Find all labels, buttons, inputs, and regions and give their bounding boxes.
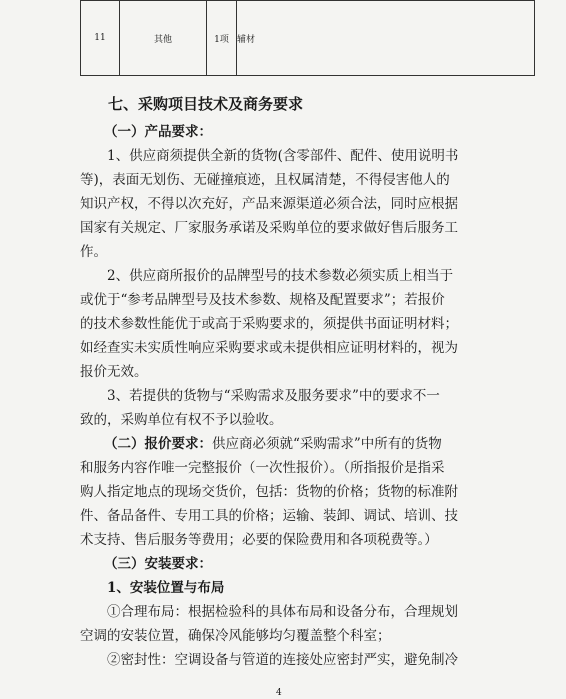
paragraph-line: ②密封性：空调设备与管道的连接处应密封严实，避免制冷	[107, 652, 458, 668]
table-row	[81, 1, 535, 76]
paragraph-line: 术支持、售后服务等费用；必要的保险费用和各项税费等。）	[80, 532, 438, 548]
paragraph-line: 的技术参数性能优于或高于采购要求的，须提供书面证明材料；	[80, 316, 458, 332]
paragraph-line: 件、备品备件、专用工具的价格；运输、装卸、调试、培训、技	[80, 508, 458, 524]
paragraph-line: 2、供应商所报价的品牌型号的技术参数必须实质上相当于	[107, 268, 454, 284]
paragraph-line: 作。	[80, 244, 107, 260]
paragraph-line: 3、若提供的货物与“采购需求及服务要求”中的要求不一	[107, 388, 440, 404]
paragraph-line: 等)，表面无划伤、无碰撞痕迹，且权属清楚，不得侵害他人的	[80, 172, 450, 188]
paragraph-line: 报价无效。	[80, 364, 148, 380]
subsection-pricing-title: （二）报价要求：	[104, 436, 212, 452]
item-number: 11	[81, 1, 120, 76]
page-number: 4	[276, 688, 282, 698]
paragraph-line: ①合理布局：根据检验科的具体布局和设备分布，合理规划	[107, 604, 458, 620]
item-quantity: 1项	[207, 1, 237, 76]
paragraph-line: 国家有关规定、厂家服务承诺及采购单位的要求做好售后服务工	[80, 220, 458, 236]
paragraph-line: 如经查实未实质性响应采购要求或未提供相应证明材料的，视为	[80, 340, 458, 356]
paragraph-text: 供应商必须就“采购需求”中所有的货物	[212, 436, 442, 452]
paragraph-line: 1、供应商须提供全新的货物(含零部件、配件、使用说明书	[107, 148, 459, 164]
paragraph-line: 空调的安装位置，确保冷风能够均匀覆盖整个科室；	[80, 628, 391, 644]
paragraph-line: 知识产权，不得以次充好，产品来源渠道必须合法，同时应根据	[80, 196, 458, 212]
item-installation-layout: 1、安装位置与布局	[107, 580, 225, 596]
subsection-pricing-line	[104, 436, 442, 452]
item-name: 其他	[120, 1, 207, 76]
section-title: 七、采购项目技术及商务要求	[108, 95, 304, 113]
paragraph-line: 致的，采购单位有权不予以验收。	[80, 412, 283, 428]
paragraph-line: 购人指定地点的现场交货价，包括：货物的价格；货物的标准附	[80, 484, 458, 500]
subsection-product-requirements: （一）产品要求：	[104, 124, 212, 140]
subsection-installation-requirements: （三）安装要求：	[104, 556, 212, 572]
paragraph-line: 和服务内容作唯一完整报价（一次性报价）。（所指报价是指采	[80, 460, 445, 476]
item-description: 辅材	[237, 1, 535, 76]
procurement-table	[80, 0, 535, 76]
paragraph-line: 或优于“参考品牌型号及技术参数、规格及配置要求”；若报价	[80, 292, 445, 308]
